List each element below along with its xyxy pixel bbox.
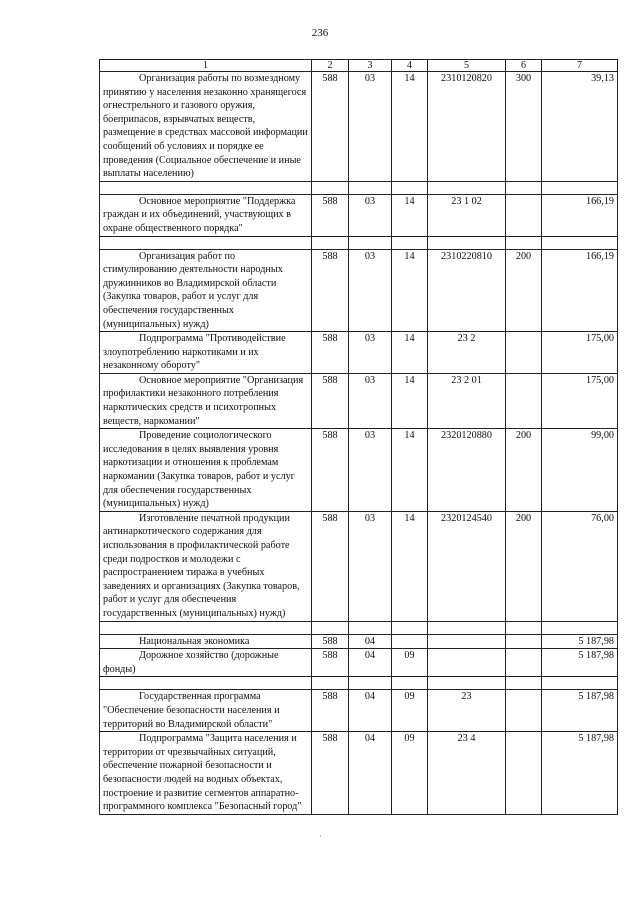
table-row (100, 690, 618, 732)
row-name: Организация работы по возмездному принятию у населения незаконно хранящегося огнестрельного и газового оружия, боеприпасов, взрывчатых веществ, размещение в средствах массовой информации сообщений об условиях и порядке ее проведения (Социальное обеспечение и иные выплаты населению) (103, 73, 308, 180)
cell-c4: 14 (392, 72, 428, 182)
spacer-cell (312, 621, 349, 634)
page-number: 236 (311, 27, 329, 39)
spacer-cell (349, 677, 392, 690)
cell-c7: 39,13 (542, 72, 618, 182)
spacer-cell (100, 236, 312, 249)
cell-c6 (506, 649, 542, 677)
cell-c6: 200 (506, 429, 542, 512)
cell-c2: 588 (312, 429, 349, 512)
col-header: 5 (428, 60, 506, 72)
spacer-cell (392, 181, 428, 194)
cell-c7: 76,00 (542, 511, 618, 621)
cell-c6 (506, 194, 542, 236)
cell-c2: 588 (312, 690, 349, 732)
spacer-cell (100, 181, 312, 194)
spacer-cell (506, 181, 542, 194)
cell-c2: 588 (312, 332, 349, 374)
row-name: Государственная программа "Обеспечение безопасности населения и территорий во Владимирской области" (103, 691, 280, 730)
cell-c5 (428, 649, 506, 677)
budget-table (99, 59, 618, 815)
cell-c2: 588 (312, 649, 349, 677)
cell-c7: 5 187,98 (542, 634, 618, 649)
row-name-cell (100, 690, 312, 732)
row-name-cell (100, 511, 312, 621)
row-name-cell (100, 194, 312, 236)
cell-c4 (392, 634, 428, 649)
cell-c2: 588 (312, 249, 349, 332)
cell-c3: 03 (349, 72, 392, 182)
cell-c7: 5 187,98 (542, 732, 618, 815)
cell-c7: 166,19 (542, 194, 618, 236)
cell-c7: 175,00 (542, 373, 618, 428)
cell-c5: 23 4 (428, 732, 506, 815)
cell-c6 (506, 373, 542, 428)
cell-c5: 23 1 02 (428, 194, 506, 236)
row-name-cell (100, 72, 312, 182)
cell-c6: 300 (506, 72, 542, 182)
spacer-cell (542, 621, 618, 634)
spacer-cell (349, 236, 392, 249)
spacer-cell (349, 181, 392, 194)
cell-c7: 175,00 (542, 332, 618, 374)
cell-c7: 166,19 (542, 249, 618, 332)
spacer-cell (542, 181, 618, 194)
cell-c6 (506, 732, 542, 815)
header-row (100, 60, 618, 72)
cell-c3: 03 (349, 194, 392, 236)
cell-c6 (506, 634, 542, 649)
table-row (100, 634, 618, 649)
spacer-row (100, 181, 618, 194)
spacer-cell (100, 621, 312, 634)
table-row (100, 332, 618, 374)
cell-c4: 09 (392, 690, 428, 732)
spacer-cell (428, 621, 506, 634)
cell-c4: 14 (392, 429, 428, 512)
cell-c7: 99,00 (542, 429, 618, 512)
spacer-row (100, 236, 618, 249)
spacer-cell (312, 677, 349, 690)
row-name: Организация работ по стимулированию деятельности народных дружинников во Владимирской области (Закупка товаров, работ и услуг для обеспечения государственных (муниципальных) нужд) (103, 250, 283, 330)
row-name-cell (100, 332, 312, 374)
table-row (100, 511, 618, 621)
spacer-row (100, 677, 618, 690)
row-name-cell (100, 634, 312, 649)
col-header: 1 (100, 60, 312, 72)
cell-c6: 200 (506, 249, 542, 332)
cell-c2: 588 (312, 511, 349, 621)
spacer-cell (392, 236, 428, 249)
spacer-cell (349, 621, 392, 634)
cell-c5: 23 2 01 (428, 373, 506, 428)
spacer-cell (392, 677, 428, 690)
spacer-cell (542, 677, 618, 690)
spacer-cell (312, 181, 349, 194)
row-name-cell (100, 373, 312, 428)
table-row (100, 194, 618, 236)
spacer-cell (506, 677, 542, 690)
table-row (100, 649, 618, 677)
row-name-cell (100, 249, 312, 332)
cell-c2: 588 (312, 732, 349, 815)
cell-c4: 14 (392, 373, 428, 428)
cell-c3: 04 (349, 732, 392, 815)
spacer-cell (428, 677, 506, 690)
table-row (100, 72, 618, 182)
cell-c2: 588 (312, 634, 349, 649)
row-name: Национальная экономика (139, 635, 250, 647)
col-header: 2 (312, 60, 349, 72)
cell-c5 (428, 634, 506, 649)
cell-c6 (506, 332, 542, 374)
col-header: 3 (349, 60, 392, 72)
cell-c6 (506, 690, 542, 732)
cell-c3: 03 (349, 373, 392, 428)
spacer-cell (506, 236, 542, 249)
row-name: Основное мероприятие "Организация профилактики незаконного потребления наркотических средств и психотропных веществ, наркомании" (103, 374, 304, 427)
spacer-cell (428, 181, 506, 194)
spacer-cell (100, 677, 312, 690)
spacer-cell (506, 621, 542, 634)
cell-c5: 23 (428, 690, 506, 732)
cell-c4: 09 (392, 649, 428, 677)
cell-c2: 588 (312, 72, 349, 182)
cell-c3: 04 (349, 690, 392, 732)
col-header: 4 (392, 60, 428, 72)
cell-c7: 5 187,98 (542, 649, 618, 677)
cell-c4: 09 (392, 732, 428, 815)
cell-c5: 2310220810 (428, 249, 506, 332)
row-name: Основное мероприятие "Поддержка граждан и их объединений, участвующих в охране общественного порядка" (103, 195, 296, 234)
col-header: 7 (542, 60, 618, 72)
row-name-cell (100, 429, 312, 512)
row-name: Изготовление печатной продукции антинаркотического содержания для использования в профилактической работе среди подростков и молодежи с распространением тиража в учебных заведениях и организациях (Закупка товаров, работ и услуг для обеспечения государственных (муниципальных) нужд) (103, 512, 300, 619)
cell-c3: 03 (349, 511, 392, 621)
spacer-cell (312, 236, 349, 249)
table-row (100, 429, 618, 512)
spacer-row (100, 621, 618, 634)
cell-c2: 588 (312, 373, 349, 428)
row-name: Подпрограмма "Противодействие злоупотреблению наркотиками и их незаконному обороту" (103, 333, 286, 372)
cell-c4: 14 (392, 249, 428, 332)
row-name-cell (100, 732, 312, 815)
cell-c6: 200 (506, 511, 542, 621)
cell-c4: 14 (392, 511, 428, 621)
cell-c5: 2320120880 (428, 429, 506, 512)
cell-c2: 588 (312, 194, 349, 236)
spacer-cell (542, 236, 618, 249)
cell-c5: 2320124540 (428, 511, 506, 621)
row-name: Дорожное хозяйство (дорожные фонды) (103, 650, 279, 675)
row-name-cell (100, 649, 312, 677)
table-row (100, 373, 618, 428)
cell-c7: 5 187,98 (542, 690, 618, 732)
cell-c5: 23 2 (428, 332, 506, 374)
row-name: Подпрограмма "Защита населения и территории от чрезвычайных ситуаций, обеспечение пожарной безопасности и безопасности людей на водных объектах, построение и развитие сегментов аппаратно-программного комплекса "Безопасный город" (103, 733, 302, 813)
cell-c5: 2310120820 (428, 72, 506, 182)
cell-c3: 04 (349, 649, 392, 677)
cell-c4: 14 (392, 332, 428, 374)
cell-c3: 04 (349, 634, 392, 649)
spacer-cell (392, 621, 428, 634)
cell-c3: 03 (349, 249, 392, 332)
col-header: 6 (506, 60, 542, 72)
cell-c3: 03 (349, 332, 392, 374)
row-name: Проведение социологического исследования в целях выявления уровня наркотизации и отношения к проблемам наркомании (Закупка товаров, работ и услуг для обеспечения государственных (муниципальных) нужд) (103, 430, 295, 510)
table-row (100, 249, 618, 332)
scan-mark: · (319, 832, 322, 841)
cell-c3: 03 (349, 429, 392, 512)
table-row (100, 732, 618, 815)
cell-c4: 14 (392, 194, 428, 236)
spacer-cell (428, 236, 506, 249)
